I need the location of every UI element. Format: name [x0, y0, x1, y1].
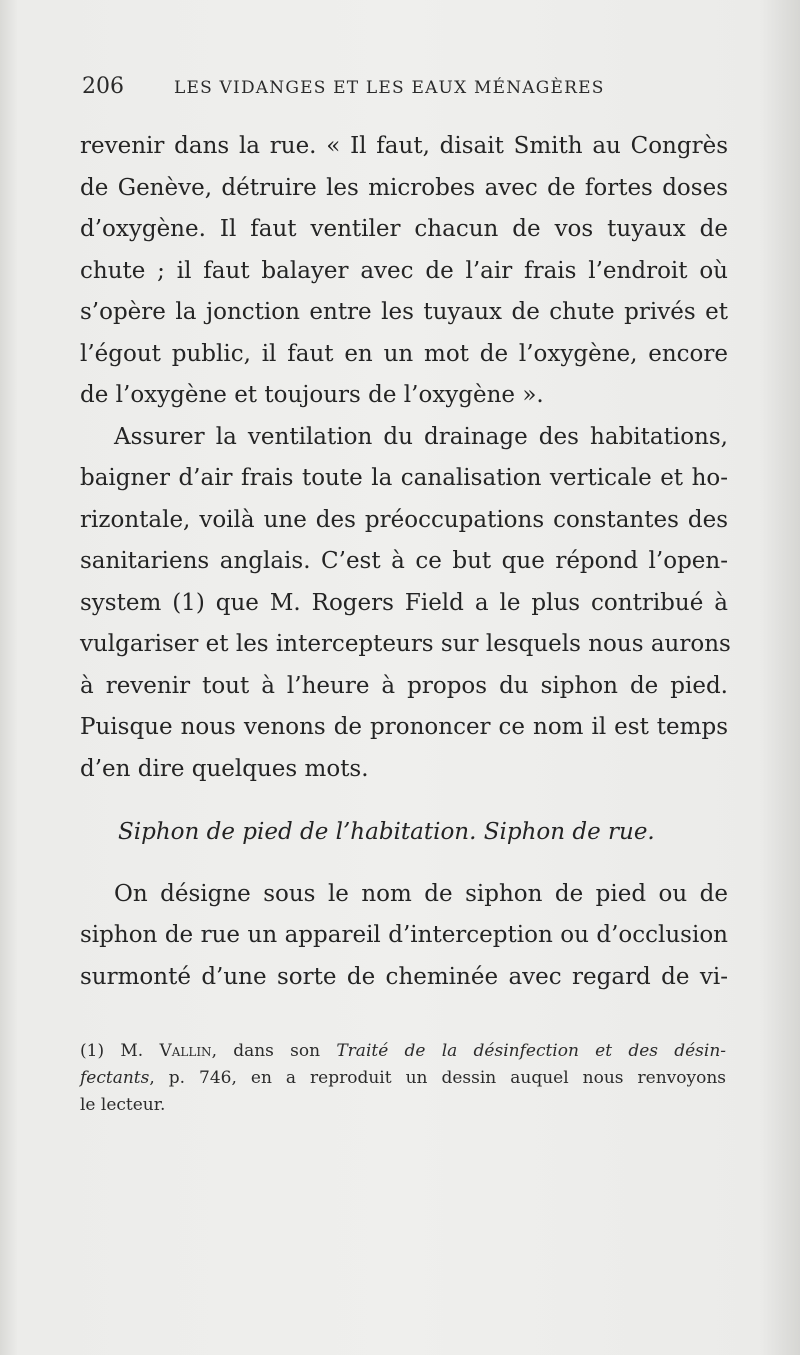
section-heading: Siphon de pied de l’habitation. Siphon de rue. [118, 819, 655, 845]
footnote-marker: (1) [80, 1041, 105, 1061]
text-line: On désigne sous le nom de siphon de pied ou de [114, 880, 728, 907]
text-line: revenir dans la rue. « Il faut, disait Smith au Congrès [80, 133, 728, 159]
text-line: sanitariens anglais. C’est à ce but que répond l’open- [80, 548, 728, 574]
footnote-line [80, 1038, 726, 1065]
footnote-author-prefix: M. [120, 1041, 144, 1061]
page-number: 206 [82, 74, 124, 99]
footnote-text: , p. 746, en a reproduit un dessin auquel nous renvoyons [149, 1068, 726, 1088]
text-line: vulgariser et les intercepteurs sur lesquels nous aurons [80, 631, 731, 657]
footnote-title: Traité de la désinfection et des désin- [336, 1041, 727, 1061]
running-head: LES VIDANGES ET LES EAUX MÉNAGÈRES [174, 78, 605, 98]
text-line: rizontale, voilà une des préoccupations constantes des [80, 506, 728, 533]
text-line: chute ; il faut balayer avec de l’air frais l’endroit où [80, 257, 728, 284]
footnote-author: Vallin [159, 1041, 212, 1061]
footnote-line [80, 1065, 726, 1092]
text-line: s’opère la jonction entre les tuyaux de chute privés et [80, 299, 728, 325]
text-line: baigner d’air frais toute la canalisation verticale et ho- [80, 465, 728, 491]
text-line: Assurer la ventilation du drainage des habitations, [114, 423, 728, 450]
text-line: l’égout public, il faut en un mot de l’oxygène, encore [80, 340, 728, 367]
text-line: de Genève, détruire les microbes avec de fortes doses [80, 174, 728, 201]
text-line: d’en dire quelques mots. [80, 755, 369, 782]
footnote-text: , dans son [211, 1041, 321, 1061]
body-text [80, 126, 731, 998]
text-line: Puisque nous venons de prononcer ce nom il est temps [80, 714, 728, 740]
text-line: d’oxygène. Il faut ventiler chacun de vos tuyaux de [80, 216, 728, 242]
footnote [80, 1038, 726, 1119]
text-line: surmonté d’une sorte de cheminée avec regard de vi- [80, 963, 728, 990]
footnote-title-cont: fectants [80, 1068, 150, 1088]
footnote-line: le lecteur. [80, 1095, 166, 1115]
page-header [80, 74, 760, 104]
text-line: de l’oxygène et toujours de l’oxygène ». [80, 382, 544, 408]
text-line: system (1) que M. Rogers Field a le plus contribué à [80, 589, 728, 616]
text-line: à revenir tout à l’heure à propos du siphon de pied. [80, 672, 728, 699]
text-line: siphon de rue un appareil d’interception ou d’occlusion [80, 922, 728, 948]
